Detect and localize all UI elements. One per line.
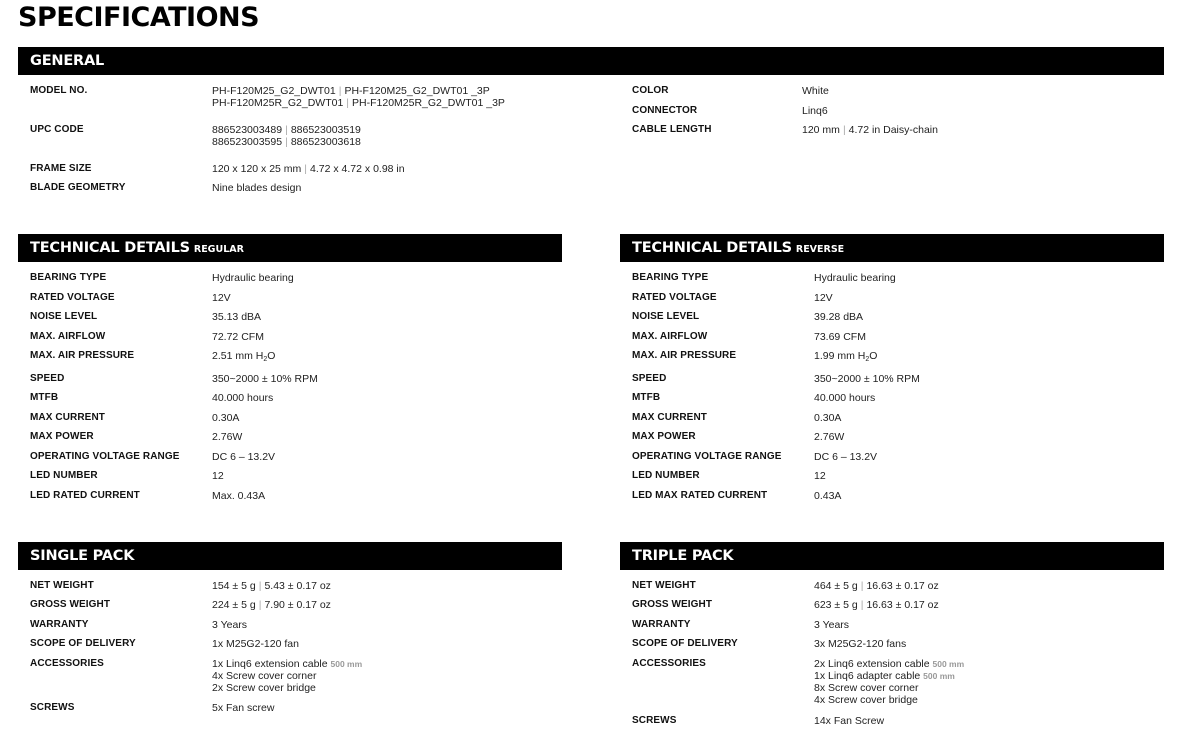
spec-label: MAX CURRENT bbox=[30, 412, 105, 423]
spec-label: MTFB bbox=[632, 392, 661, 403]
spec-label: UPC CODE bbox=[30, 124, 84, 135]
spec-value-part: 2x Screw cover bridge bbox=[212, 682, 316, 694]
spec-value bbox=[212, 292, 231, 304]
spec-label: OPERATING VOLTAGE RANGE bbox=[632, 451, 782, 462]
spec-value-text: 12 bbox=[814, 470, 826, 482]
spec-value-part: 4x Screw cover corner bbox=[212, 670, 317, 682]
spec-value bbox=[212, 85, 505, 109]
separator: | bbox=[860, 599, 864, 611]
spec-value bbox=[212, 580, 331, 592]
tech-reverse-section bbox=[620, 234, 1164, 502]
spec-label: ACCESSORIES bbox=[30, 658, 104, 669]
spec-value bbox=[814, 619, 849, 631]
spec-value bbox=[212, 124, 361, 148]
single-pack-header bbox=[18, 542, 562, 570]
spec-value bbox=[814, 373, 920, 385]
spec-value-line bbox=[814, 619, 849, 631]
spec-value-part: 16.63 ± 0.17 oz bbox=[866, 599, 939, 611]
spec-value bbox=[802, 124, 938, 136]
spec-value-text: 73.69 CFM bbox=[814, 331, 866, 343]
spec-value bbox=[814, 470, 826, 482]
spec-value bbox=[814, 599, 939, 611]
spec-value bbox=[814, 580, 939, 592]
spec-value-part: 886523003519 bbox=[290, 124, 361, 136]
separator: | bbox=[258, 599, 262, 611]
spec-label: WARRANTY bbox=[30, 619, 89, 630]
tech-reverse-header bbox=[620, 234, 1164, 262]
tech-regular-subtitle: REGULAR bbox=[193, 244, 244, 255]
spec-value-text: 12V bbox=[212, 292, 231, 304]
spec-value-line bbox=[814, 658, 964, 670]
spec-value-text: 72.72 CFM bbox=[212, 331, 264, 343]
spec-label: NOISE LEVEL bbox=[632, 311, 700, 322]
triple-pack-header bbox=[620, 542, 1164, 570]
spec-label: BEARING TYPE bbox=[30, 272, 107, 283]
spec-value-text: 0.30A bbox=[212, 412, 240, 424]
spec-label: SPEED bbox=[30, 373, 65, 384]
length-note: 500 mm bbox=[923, 671, 955, 681]
spec-value-line bbox=[212, 638, 299, 650]
spec-value-line bbox=[212, 97, 505, 109]
spec-value-part: PH-F120M25R_G2_DWT01 bbox=[212, 97, 344, 109]
spec-value-line bbox=[212, 619, 247, 631]
spec-label: LED MAX RATED CURRENT bbox=[632, 490, 768, 501]
spec-label: MTFB bbox=[30, 392, 59, 403]
spec-value-line bbox=[212, 658, 362, 670]
spec-value bbox=[212, 272, 294, 284]
spec-value-line bbox=[212, 702, 274, 714]
spec-value-line bbox=[814, 580, 939, 592]
spec-label: SCREWS bbox=[30, 702, 75, 713]
spec-label: CABLE LENGTH bbox=[632, 124, 712, 135]
spec-value-line bbox=[212, 682, 362, 694]
tech-regular-section bbox=[18, 234, 562, 502]
spec-label: ACCESSORIES bbox=[632, 658, 706, 669]
spec-value-line bbox=[212, 85, 505, 97]
spec-value-line bbox=[212, 163, 405, 175]
spec-value-part: 4.72 x 4.72 x 0.98 in bbox=[310, 163, 405, 175]
spec-value-suffix: O bbox=[869, 350, 878, 362]
spec-value bbox=[212, 638, 299, 650]
spec-label: SCOPE OF DELIVERY bbox=[632, 638, 738, 649]
spec-value-part: 4.72 in Daisy-chain bbox=[848, 124, 938, 136]
spec-value-part: 464 ± 5 g bbox=[814, 580, 858, 592]
spec-value-part: PH-F120M25R_G2_DWT01 _3P bbox=[352, 97, 505, 109]
spec-value bbox=[814, 350, 877, 366]
general-section bbox=[18, 47, 1164, 194]
spec-label: MAX POWER bbox=[30, 431, 94, 442]
separator: | bbox=[258, 580, 262, 592]
spec-value-part: 16.63 ± 0.17 oz bbox=[866, 580, 939, 592]
spec-value bbox=[212, 331, 264, 343]
spec-value-part: 5.43 ± 0.17 oz bbox=[264, 580, 331, 592]
spec-value bbox=[814, 451, 877, 463]
spec-value-part: 623 ± 5 g bbox=[814, 599, 858, 611]
spec-value-part: 5x Fan screw bbox=[212, 702, 275, 714]
spec-value-text: Hydraulic bearing bbox=[212, 272, 294, 284]
triple-pack-title: TRIPLE PACK bbox=[632, 548, 734, 564]
spec-value-text: DC 6 – 13.2V bbox=[814, 451, 878, 463]
spec-value-part: 7.90 ± 0.17 oz bbox=[264, 599, 331, 611]
spec-label: OPERATING VOLTAGE RANGE bbox=[30, 451, 180, 462]
spec-value bbox=[212, 392, 273, 404]
spec-value-part: 886523003489 bbox=[212, 124, 283, 136]
spec-label: GROSS WEIGHT bbox=[632, 599, 713, 610]
spec-label: MAX CURRENT bbox=[632, 412, 707, 423]
spec-value-text: Max. 0.43A bbox=[212, 490, 266, 502]
spec-value-text: 39.28 dBA bbox=[814, 311, 864, 323]
spec-label: LED NUMBER bbox=[632, 470, 700, 481]
spec-value bbox=[212, 431, 242, 443]
spec-label: NET WEIGHT bbox=[30, 580, 94, 591]
spec-value-line bbox=[212, 580, 331, 592]
spec-label: BLADE GEOMETRY bbox=[30, 182, 126, 193]
spec-value-part: 886523003618 bbox=[290, 136, 361, 148]
spec-label: SCREWS bbox=[632, 715, 677, 726]
tech-regular-header bbox=[18, 234, 562, 262]
spec-value-part: 2x Linq6 extension cable bbox=[814, 658, 930, 670]
spec-value bbox=[212, 163, 405, 175]
spec-value-part: 886523003595 bbox=[212, 136, 283, 148]
spec-label: NOISE LEVEL bbox=[30, 311, 98, 322]
spec-value-text: 350~2000 ± 10% RPM bbox=[212, 373, 318, 385]
spec-value-line bbox=[802, 85, 829, 97]
spec-value bbox=[212, 619, 247, 631]
spec-label: NET WEIGHT bbox=[632, 580, 696, 591]
spec-value bbox=[814, 638, 906, 650]
separator: | bbox=[860, 580, 864, 592]
spec-value-line bbox=[802, 124, 938, 136]
spec-value-part: Linq6 bbox=[802, 105, 828, 117]
spec-value bbox=[212, 350, 275, 366]
spec-label: MAX. AIRFLOW bbox=[30, 331, 106, 342]
spec-value-text: 0.30A bbox=[814, 412, 842, 424]
spec-value-part: 4x Screw cover bridge bbox=[814, 694, 918, 706]
tech-reverse-subtitle: REVERSE bbox=[795, 244, 845, 255]
spec-value bbox=[814, 431, 844, 443]
spec-label: WARRANTY bbox=[632, 619, 691, 630]
spec-value-line bbox=[814, 638, 906, 650]
spec-value-part: 154 ± 5 g bbox=[212, 580, 256, 592]
spec-value bbox=[814, 490, 841, 502]
spec-value bbox=[814, 331, 866, 343]
spec-value bbox=[802, 105, 828, 117]
spec-value bbox=[212, 373, 318, 385]
spec-value-part: 1x M25G2-120 fan bbox=[212, 638, 299, 650]
spec-label: LED RATED CURRENT bbox=[30, 490, 140, 501]
spec-value bbox=[212, 490, 265, 502]
separator: | bbox=[285, 136, 288, 148]
spec-value-line bbox=[814, 670, 964, 682]
spec-label: FRAME SIZE bbox=[30, 163, 92, 174]
spec-value-text: Hydraulic bearing bbox=[814, 272, 896, 284]
spec-value-text: 2.76W bbox=[814, 431, 845, 443]
spec-label: RATED VOLTAGE bbox=[632, 292, 717, 303]
single-pack-section bbox=[18, 542, 562, 714]
spec-value-part: 3 Years bbox=[814, 619, 850, 631]
spec-value-part: 1x Linq6 adapter cable bbox=[814, 670, 921, 682]
spec-label: SPEED bbox=[632, 373, 667, 384]
spec-value bbox=[212, 658, 362, 694]
length-note: 500 mm bbox=[932, 659, 965, 669]
spec-value-line bbox=[212, 136, 361, 148]
spec-label: SCOPE OF DELIVERY bbox=[30, 638, 136, 649]
spec-value-part: White bbox=[802, 85, 829, 97]
spec-value-part: 224 ± 5 g bbox=[212, 599, 256, 611]
general-header bbox=[18, 47, 1164, 75]
separator: | bbox=[285, 124, 288, 136]
spec-value-line bbox=[212, 599, 331, 611]
tech-reverse-title: TECHNICAL DETAILS bbox=[632, 240, 792, 256]
spec-value-text: DC 6 – 13.2V bbox=[212, 451, 276, 463]
spec-value-line bbox=[814, 599, 939, 611]
separator: | bbox=[346, 97, 350, 109]
spec-label: MAX POWER bbox=[632, 431, 696, 442]
length-note: 500 mm bbox=[330, 659, 363, 669]
spec-value-text: 2.76W bbox=[212, 431, 243, 443]
separator: | bbox=[338, 85, 342, 97]
spec-value bbox=[212, 412, 239, 424]
spec-value-text: 1.99 mm H bbox=[814, 350, 866, 362]
spec-value-part: 1x Linq6 extension cable bbox=[212, 658, 328, 670]
separator: | bbox=[842, 124, 846, 136]
spec-value bbox=[814, 292, 833, 304]
spec-value-line bbox=[814, 715, 884, 727]
spec-value-part: PH-F120M25_G2_DWT01 bbox=[212, 85, 336, 97]
spec-label: CONNECTOR bbox=[632, 105, 698, 116]
subscript: 2 bbox=[263, 356, 268, 363]
page-title: SPECIFICATIONS bbox=[18, 2, 260, 33]
spec-value-text: 12 bbox=[212, 470, 224, 482]
spec-value-part: 120 mm bbox=[802, 124, 840, 136]
spec-value-part: 3x M25G2-120 fans bbox=[814, 638, 907, 650]
spec-label: COLOR bbox=[632, 85, 669, 96]
triple-pack-section bbox=[620, 542, 1164, 727]
spec-value bbox=[814, 658, 964, 706]
spec-value-text: 2.51 mm H bbox=[212, 350, 264, 362]
spec-value bbox=[212, 182, 301, 194]
spec-label: MAX. AIR PRESSURE bbox=[30, 350, 135, 361]
spec-label: BEARING TYPE bbox=[632, 272, 709, 283]
spec-value-line bbox=[212, 182, 301, 194]
spec-value-part: 3 Years bbox=[212, 619, 248, 631]
spec-value bbox=[212, 311, 261, 323]
spec-value bbox=[814, 311, 863, 323]
spec-value-part: 8x Screw cover corner bbox=[814, 682, 919, 694]
spec-value-text: 0.43A bbox=[814, 490, 842, 502]
general-title: GENERAL bbox=[30, 53, 105, 69]
spec-value-text: 40.000 hours bbox=[814, 392, 876, 404]
spec-value bbox=[814, 392, 875, 404]
spec-value-suffix: O bbox=[267, 350, 276, 362]
tech-regular-title: TECHNICAL DETAILS bbox=[30, 240, 190, 256]
spec-value bbox=[814, 412, 841, 424]
spec-value-line bbox=[814, 682, 964, 694]
spec-label: LED NUMBER bbox=[30, 470, 98, 481]
spec-value-part: Nine blades design bbox=[212, 182, 302, 194]
spec-label: RATED VOLTAGE bbox=[30, 292, 115, 303]
spec-value-line bbox=[814, 694, 964, 706]
spec-value bbox=[814, 715, 884, 727]
spec-value bbox=[802, 85, 829, 97]
spec-label: MAX. AIR PRESSURE bbox=[632, 350, 737, 361]
spec-value-text: 12V bbox=[814, 292, 833, 304]
spec-value-part: PH-F120M25_G2_DWT01 _3P bbox=[344, 85, 490, 97]
spec-value bbox=[814, 272, 896, 284]
spec-value-line bbox=[212, 670, 362, 682]
spec-value-part: 120 x 120 x 25 mm bbox=[212, 163, 302, 175]
spec-value-line bbox=[802, 105, 828, 117]
spec-value-text: 40.000 hours bbox=[212, 392, 274, 404]
single-pack-title: SINGLE PACK bbox=[30, 548, 135, 564]
spec-value bbox=[212, 470, 224, 482]
spec-label: MODEL NO. bbox=[30, 85, 88, 96]
spec-value bbox=[212, 599, 331, 611]
subscript: 2 bbox=[865, 356, 870, 363]
spec-value bbox=[212, 702, 274, 714]
spec-value-line bbox=[212, 124, 361, 136]
spec-value-text: 350~2000 ± 10% RPM bbox=[814, 373, 920, 385]
spec-value bbox=[212, 451, 275, 463]
spec-label: GROSS WEIGHT bbox=[30, 599, 111, 610]
separator: | bbox=[304, 163, 308, 175]
spec-label: MAX. AIRFLOW bbox=[632, 331, 708, 342]
spec-value-part: 14x Fan Screw bbox=[814, 715, 885, 727]
spec-value-text: 35.13 dBA bbox=[212, 311, 262, 323]
